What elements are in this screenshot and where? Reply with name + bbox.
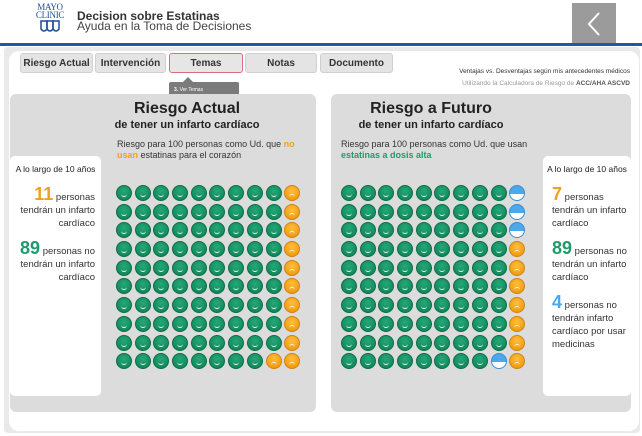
smiley-face-icon — [360, 353, 376, 369]
smiley-face-icon — [397, 185, 413, 201]
smiley-face-icon — [378, 222, 394, 238]
stat-text: personas no tendrán un infarto cardíaco — [20, 246, 95, 283]
smiley-face-icon — [453, 335, 469, 351]
smiley-face-icon — [491, 335, 507, 351]
sad-face-icon — [509, 260, 525, 276]
smiley-face-icon — [434, 335, 450, 351]
smiley-face-icon — [434, 278, 450, 294]
smiley-face-icon — [453, 260, 469, 276]
smiley-face-icon — [172, 353, 188, 369]
smiley-face-icon — [453, 316, 469, 332]
smiley-face-icon — [416, 335, 432, 351]
sad-face-icon — [509, 335, 525, 351]
smiley-face-icon — [434, 260, 450, 276]
smiley-face-icon — [247, 316, 263, 332]
smiley-face-icon — [453, 353, 469, 369]
smiley-face-icon — [360, 185, 376, 201]
smiley-face-icon — [266, 297, 282, 313]
smiley-face-icon — [209, 222, 225, 238]
smiley-face-icon — [341, 241, 357, 257]
smiley-face-icon — [378, 353, 394, 369]
smiley-face-icon — [135, 297, 151, 313]
smiley-face-icon — [378, 297, 394, 313]
smiley-face-icon — [153, 316, 169, 332]
smiley-face-icon — [453, 297, 469, 313]
smiley-face-icon — [360, 316, 376, 332]
smiley-face-icon — [228, 353, 244, 369]
smiley-face-icon — [472, 316, 488, 332]
sad-face-icon — [509, 278, 525, 294]
smiley-face-icon — [360, 297, 376, 313]
smiley-face-icon — [434, 204, 450, 220]
smiley-face-icon — [266, 335, 282, 351]
smiley-face-icon — [378, 335, 394, 351]
smiley-face-icon — [209, 278, 225, 294]
smiley-face-icon — [228, 278, 244, 294]
smiley-face-icon — [116, 335, 132, 351]
smiley-face-icon — [153, 204, 169, 220]
smiley-face-icon — [416, 241, 432, 257]
smiley-face-icon — [209, 297, 225, 313]
sad-face-icon — [266, 353, 282, 369]
tab-documento[interactable]: Documento — [320, 53, 393, 73]
smiley-face-icon — [266, 204, 282, 220]
smiley-face-icon — [491, 297, 507, 313]
context-line1: Ventajas vs. Desventajas según mis antecedentes médicos — [459, 68, 630, 75]
smiley-face-icon — [116, 222, 132, 238]
tab-riesgo-actual[interactable]: Riesgo Actual — [20, 53, 93, 73]
stat-number: 7 — [552, 184, 563, 204]
smiley-face-icon — [472, 353, 488, 369]
smiley-face-icon — [434, 353, 450, 369]
smiley-face-icon — [378, 316, 394, 332]
smiley-face-icon — [135, 316, 151, 332]
smiley-face-icon — [491, 222, 507, 238]
smiley-face-icon — [153, 185, 169, 201]
smiley-face-icon — [135, 278, 151, 294]
sad-face-icon — [284, 278, 300, 294]
smiley-face-icon — [135, 260, 151, 276]
current-risk-subtitle: de tener un infarto cardíaco — [114, 119, 260, 131]
stat-will-have — [543, 174, 631, 230]
smiley-face-icon — [228, 297, 244, 313]
smiley-face-icon — [153, 260, 169, 276]
stat-saved-by-medicine — [543, 284, 631, 351]
smiley-face-icon — [172, 278, 188, 294]
smiley-face-icon — [472, 241, 488, 257]
smiley-face-icon — [209, 204, 225, 220]
smiley-face-icon — [397, 260, 413, 276]
smiley-face-icon — [397, 335, 413, 351]
current-risk-description — [117, 139, 313, 161]
smiley-face-icon — [116, 316, 132, 332]
smiley-face-icon — [341, 316, 357, 332]
smiley-face-icon — [491, 316, 507, 332]
smiley-face-icon — [247, 353, 263, 369]
smiley-face-icon — [209, 241, 225, 257]
smiley-face-icon — [228, 316, 244, 332]
sad-face-icon — [284, 185, 300, 201]
smiley-face-icon — [153, 278, 169, 294]
smiley-face-icon — [247, 241, 263, 257]
protected-face-icon — [509, 185, 525, 201]
smiley-face-icon — [472, 335, 488, 351]
future-risk-description — [341, 139, 531, 161]
stat-text: personas tendrán un infarto cardíaco — [20, 192, 95, 229]
current-risk-panel — [10, 94, 316, 412]
smiley-face-icon — [247, 222, 263, 238]
back-button[interactable] — [572, 3, 616, 44]
smiley-face-icon — [247, 260, 263, 276]
smiley-face-icon — [247, 278, 263, 294]
header-divider — [0, 43, 642, 46]
smiley-face-icon — [116, 297, 132, 313]
smiley-face-icon — [341, 185, 357, 201]
smiley-face-icon — [266, 185, 282, 201]
context-info — [459, 66, 630, 90]
smiley-face-icon — [416, 297, 432, 313]
smiley-face-icon — [360, 260, 376, 276]
smiley-face-icon — [453, 278, 469, 294]
smiley-face-icon — [397, 353, 413, 369]
smiley-face-icon — [472, 222, 488, 238]
smiley-face-icon — [341, 335, 357, 351]
shield-icon — [39, 20, 61, 34]
smiley-face-icon — [172, 204, 188, 220]
smiley-face-icon — [135, 204, 151, 220]
smiley-face-icon — [135, 335, 151, 351]
smiley-face-icon — [453, 204, 469, 220]
sad-face-icon — [284, 260, 300, 276]
current-risk-pictogram — [116, 185, 303, 372]
sad-face-icon — [509, 241, 525, 257]
smiley-face-icon — [228, 222, 244, 238]
smiley-face-icon — [172, 185, 188, 201]
sad-face-icon — [509, 316, 525, 332]
smiley-face-icon — [341, 278, 357, 294]
smiley-face-icon — [191, 316, 207, 332]
smiley-face-icon — [416, 222, 432, 238]
smiley-face-icon — [434, 316, 450, 332]
smiley-face-icon — [153, 335, 169, 351]
smiley-face-icon — [153, 353, 169, 369]
smiley-face-icon — [341, 297, 357, 313]
smiley-face-icon — [116, 204, 132, 220]
smiley-face-icon — [360, 241, 376, 257]
chevron-left-icon — [586, 11, 602, 37]
stat-number: 4 — [552, 292, 563, 312]
smiley-face-icon — [472, 297, 488, 313]
smiley-face-icon — [341, 204, 357, 220]
smiley-face-icon — [191, 222, 207, 238]
smiley-face-icon — [228, 335, 244, 351]
current-risk-title: Riesgo Actual — [133, 100, 241, 117]
smiley-face-icon — [116, 278, 132, 294]
smiley-face-icon — [247, 297, 263, 313]
smiley-face-icon — [266, 260, 282, 276]
smiley-face-icon — [116, 241, 132, 257]
smiley-face-icon — [191, 335, 207, 351]
smiley-face-icon — [228, 260, 244, 276]
smiley-face-icon — [116, 353, 132, 369]
smiley-face-icon — [209, 353, 225, 369]
smiley-face-icon — [341, 353, 357, 369]
smiley-face-icon — [453, 185, 469, 201]
smiley-face-icon — [172, 222, 188, 238]
stat-number: 89 — [552, 238, 573, 258]
desc-prefix: Riesgo para 100 personas como Ud. que usan — [341, 139, 528, 149]
smiley-face-icon — [472, 204, 488, 220]
smiley-face-icon — [491, 241, 507, 257]
sad-face-icon — [284, 316, 300, 332]
smiley-face-icon — [209, 260, 225, 276]
stat-will-not-have — [10, 230, 101, 284]
smiley-face-icon — [360, 335, 376, 351]
tooltip-text: Ver Temas — [179, 87, 204, 93]
smiley-face-icon — [247, 185, 263, 201]
sad-face-icon — [284, 241, 300, 257]
smiley-face-icon — [434, 185, 450, 201]
smiley-face-icon — [135, 241, 151, 257]
stat-number: 89 — [20, 238, 41, 258]
smiley-face-icon — [172, 241, 188, 257]
protected-face-icon — [491, 353, 507, 369]
protected-face-icon — [509, 204, 525, 220]
smiley-face-icon — [378, 278, 394, 294]
smiley-face-icon — [191, 241, 207, 257]
smiley-face-icon — [116, 185, 132, 201]
context-line2-prefix: Utilizando la Calculadora de Riesgo de — [462, 80, 576, 87]
smiley-face-icon — [247, 335, 263, 351]
smiley-face-icon — [172, 335, 188, 351]
context-line2 — [459, 78, 630, 90]
smiley-face-icon — [266, 241, 282, 257]
smiley-face-icon — [491, 204, 507, 220]
smiley-face-icon — [135, 222, 151, 238]
smiley-face-icon — [191, 204, 207, 220]
sad-face-icon — [284, 204, 300, 220]
smiley-face-icon — [416, 260, 432, 276]
smiley-face-icon — [378, 185, 394, 201]
desc-prefix: Riesgo para 100 personas como Ud. que — [117, 139, 284, 149]
smiley-face-icon — [416, 316, 432, 332]
sad-face-icon — [284, 297, 300, 313]
smiley-face-icon — [191, 278, 207, 294]
smiley-face-icon — [397, 316, 413, 332]
future-risk-subtitle: de tener un infarto cardíaco — [358, 119, 504, 131]
future-risk-title: Riesgo a Futuro — [370, 100, 492, 117]
smiley-face-icon — [472, 185, 488, 201]
smiley-face-icon — [153, 222, 169, 238]
smiley-face-icon — [378, 204, 394, 220]
smiley-face-icon — [172, 260, 188, 276]
smiley-face-icon — [397, 278, 413, 294]
smiley-face-icon — [434, 222, 450, 238]
smiley-face-icon — [360, 278, 376, 294]
smiley-face-icon — [378, 260, 394, 276]
protected-face-icon — [509, 222, 525, 238]
smiley-face-icon — [416, 204, 432, 220]
smiley-face-icon — [228, 204, 244, 220]
smiley-face-icon — [228, 185, 244, 201]
smiley-face-icon — [266, 222, 282, 238]
stat-will-have — [10, 174, 101, 230]
smiley-face-icon — [397, 241, 413, 257]
sad-face-icon — [284, 222, 300, 238]
smiley-face-icon — [228, 241, 244, 257]
smiley-face-icon — [453, 222, 469, 238]
smiley-face-icon — [491, 260, 507, 276]
smiley-face-icon — [191, 353, 207, 369]
smiley-face-icon — [360, 222, 376, 238]
smiley-face-icon — [209, 316, 225, 332]
smiley-face-icon — [116, 260, 132, 276]
stat-text: personas no tendrán infarto cardíaco por usar medicinas — [552, 300, 626, 350]
smiley-face-icon — [397, 222, 413, 238]
app-subtitle: Ayuda en la Toma de Decisiones — [77, 19, 252, 33]
period-label: A lo largo de 10 años — [15, 164, 96, 174]
sad-face-icon — [284, 335, 300, 351]
tab-temas[interactable]: Temas — [169, 53, 243, 73]
tooltip-step: 3. — [174, 87, 179, 93]
app-header — [0, 0, 642, 44]
smiley-face-icon — [209, 185, 225, 201]
smiley-face-icon — [416, 185, 432, 201]
smiley-face-icon — [360, 204, 376, 220]
stat-number: 11 — [34, 184, 54, 204]
smiley-face-icon — [135, 353, 151, 369]
desc-highlight: no usan — [117, 139, 295, 160]
smiley-face-icon — [266, 278, 282, 294]
smiley-face-icon — [191, 260, 207, 276]
smiley-face-icon — [153, 297, 169, 313]
sad-face-icon — [509, 297, 525, 313]
smiley-face-icon — [153, 241, 169, 257]
mayo-clinic-logo: MAYO CLINIC — [34, 3, 66, 41]
smiley-face-icon — [453, 241, 469, 257]
smiley-face-icon — [434, 297, 450, 313]
smiley-face-icon — [209, 335, 225, 351]
smiley-face-icon — [341, 222, 357, 238]
smiley-face-icon — [191, 297, 207, 313]
smiley-face-icon — [135, 185, 151, 201]
current-risk-summary — [10, 156, 101, 396]
smiley-face-icon — [172, 297, 188, 313]
smiley-face-icon — [397, 204, 413, 220]
smiley-face-icon — [172, 316, 188, 332]
smiley-face-icon — [416, 278, 432, 294]
smiley-face-icon — [191, 185, 207, 201]
period-label: A lo largo de 10 años — [547, 164, 627, 174]
desc-highlight: estatinas a dosis alta — [341, 150, 432, 160]
smiley-face-icon — [416, 353, 432, 369]
smiley-face-icon — [472, 260, 488, 276]
stat-text: personas tendrán un infarto cardíaco — [552, 192, 627, 229]
desc-suffix: estatinas para el corazón — [138, 150, 242, 160]
smiley-face-icon — [434, 241, 450, 257]
calculator-name: ACC/AHA ASCVD — [575, 80, 630, 87]
future-risk-panel — [331, 94, 631, 412]
smiley-face-icon — [491, 185, 507, 201]
sad-face-icon — [509, 353, 525, 369]
sad-face-icon — [284, 353, 300, 369]
tab-notas[interactable]: Notas — [245, 53, 317, 73]
smiley-face-icon — [247, 204, 263, 220]
smiley-face-icon — [397, 297, 413, 313]
stat-will-not-have — [543, 230, 631, 284]
future-risk-pictogram — [341, 185, 528, 372]
future-risk-summary — [543, 156, 631, 396]
smiley-face-icon — [378, 241, 394, 257]
stat-text: personas no tendrán un infarto cardíaco — [552, 246, 627, 283]
tab-intervencion[interactable]: Intervención — [95, 53, 166, 73]
app-title: Decision sobre Estatinas — [77, 9, 220, 23]
smiley-face-icon — [472, 278, 488, 294]
smiley-face-icon — [341, 260, 357, 276]
smiley-face-icon — [491, 278, 507, 294]
smiley-face-icon — [266, 316, 282, 332]
